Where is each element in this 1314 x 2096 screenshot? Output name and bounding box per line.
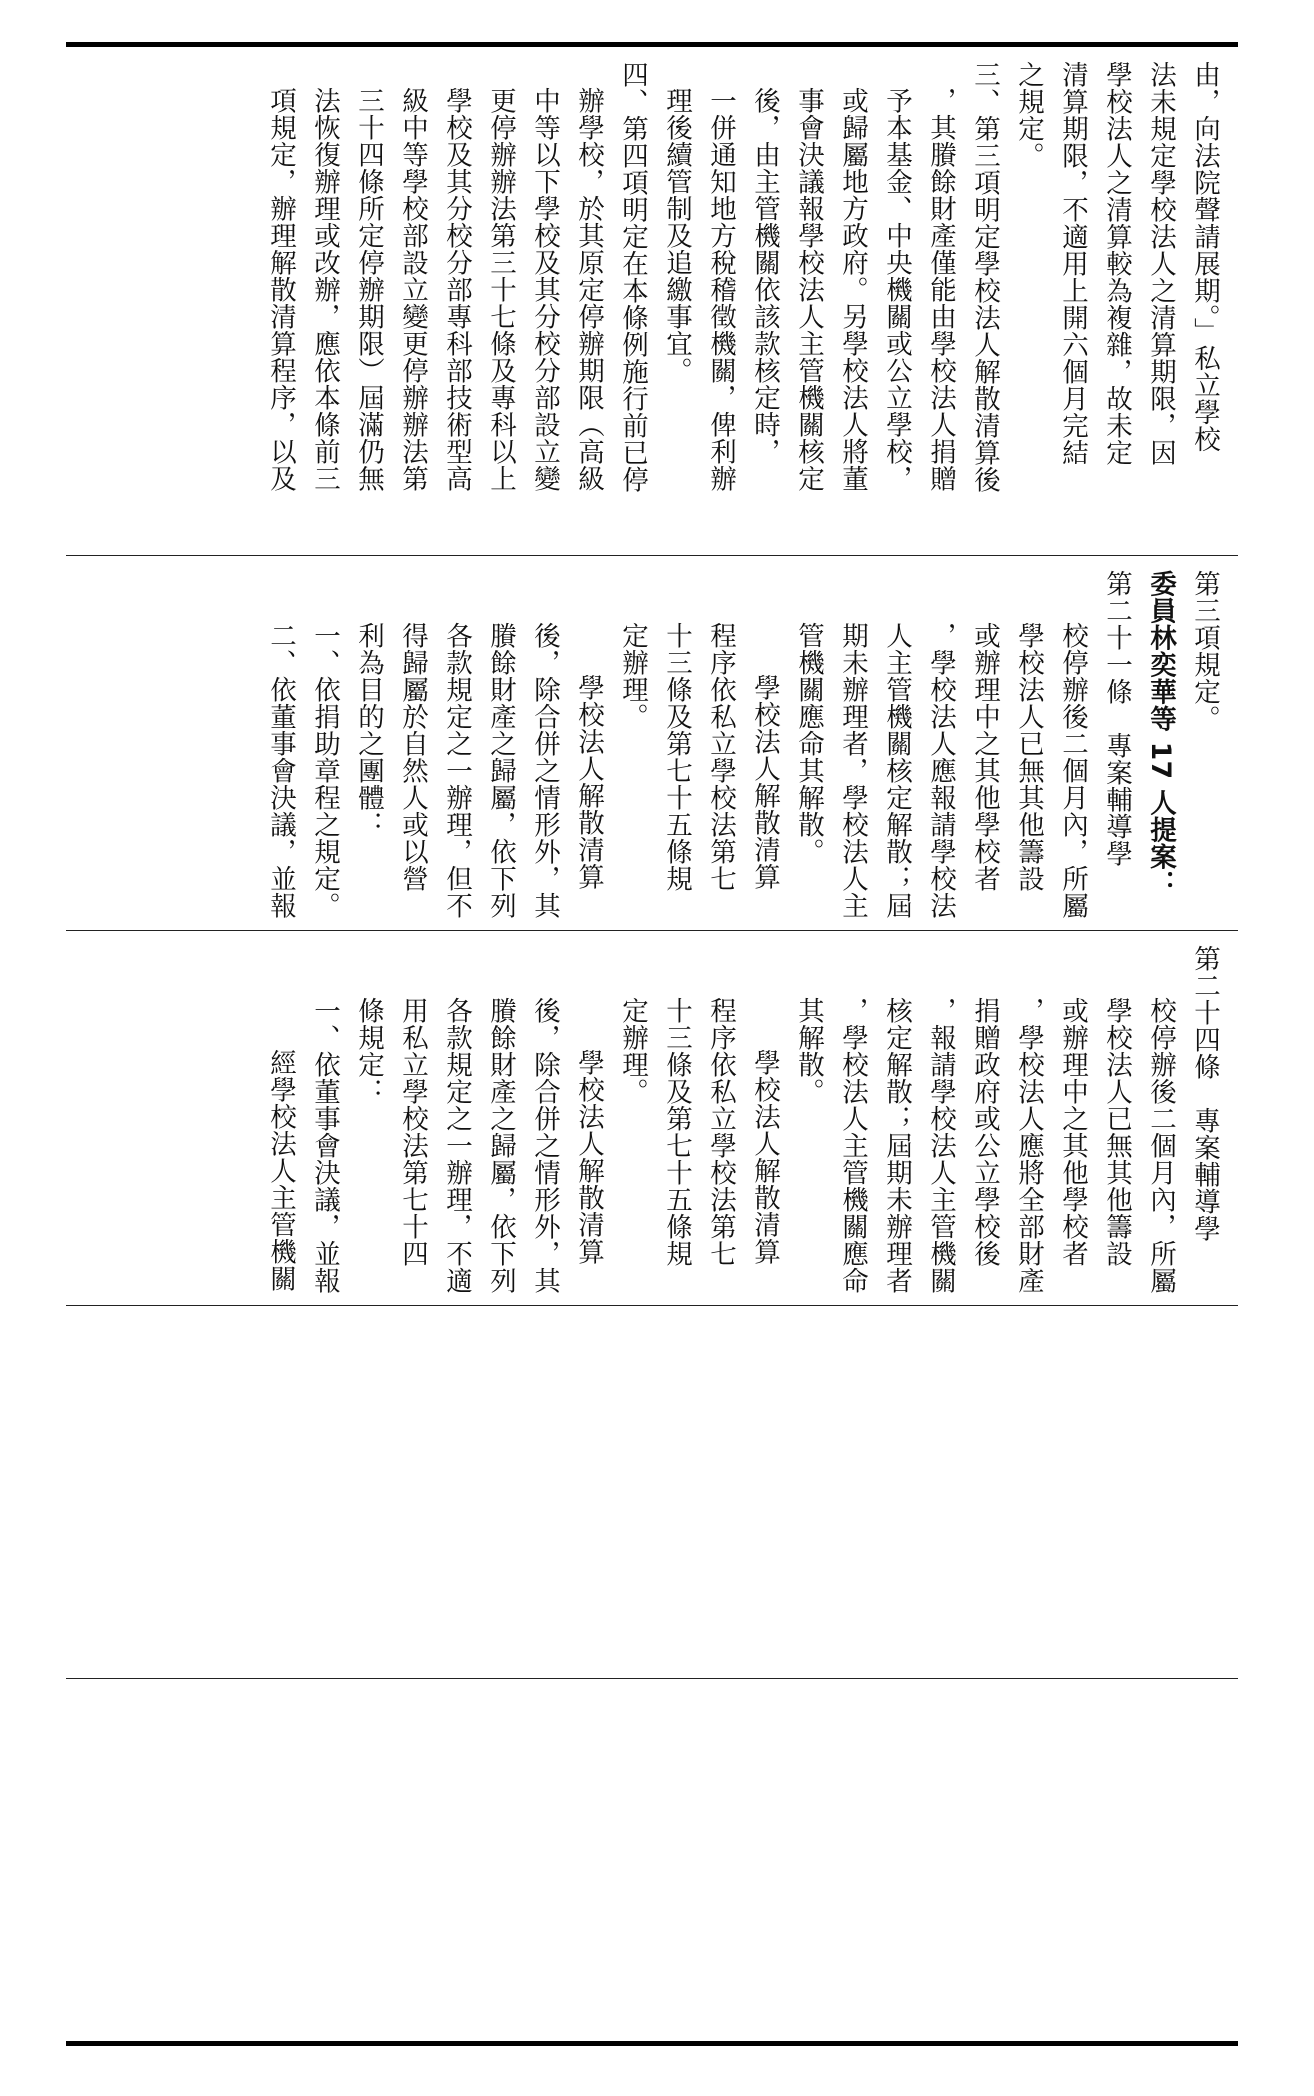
text-line: 賸餘財產之歸屬，依下列 [485,997,516,1294]
text-line: 經學校法人主管機關 [265,1049,296,1292]
text-line: 學校法人之清算較為複雜，故未定 [1101,61,1132,466]
text-line: 學校法人解散清算 [749,1049,780,1265]
article-text [258,945,1226,1294]
proposal-text [258,570,1226,919]
text-line: ，學校法人主管機關應命 [837,997,868,1294]
text-line: 更停辦辦法第三十七條及專科以上 [485,87,516,492]
text-line: 定辦理。 [617,997,648,1105]
text-line: 賸餘財產之歸屬，依下列 [485,622,516,919]
text-line: 程序依私立學校法第七 [705,622,736,892]
section-proposal-lin [66,556,1238,930]
text-line: 學校法人解散清算 [573,674,604,890]
text-line: 中等以下學校及其分校分部設立變 [529,87,560,492]
text-line: 學校法人已無其他籌設 [1013,622,1044,892]
text-line: 後，除合併之情形外，其 [529,622,560,919]
text-line: 或辦理中之其他學校者 [969,622,1000,892]
text-line: 或辦理中之其他學校者 [1057,997,1088,1267]
text-line: 一併通知地方稅稽徵機關，俾利辦 [705,87,736,492]
section-current-article [66,931,1238,1305]
text-line: 級中等學校部設立變更停辦辦法第 [397,87,428,492]
text-line: 校停辦後二個月內，所屬 [1145,997,1176,1294]
text-line: 委員林奕華等 17 人提案： [1145,570,1176,898]
text-line: 核定解散；屆期未辦理者 [881,997,912,1294]
text-line: 事會決議報學校法人主管機關核定 [793,87,824,492]
text-line: 利為目的之團體： [353,622,384,838]
text-line: 條規定： [353,997,384,1105]
text-line: ，報請學校法人主管機關 [925,997,956,1294]
text-line: 學校法人解散清算 [749,674,780,890]
text-line: 期未辦理者，學校法人主 [837,622,868,919]
text-line: 第二十四條 專案輔導學 [1189,945,1220,1242]
text-line: 法恢復辦理或改辦，應依本條前三 [309,87,340,492]
explanation-text [258,61,1226,493]
text-line: ，學校法人應報請學校法 [925,622,956,919]
text-line: 之規定。 [1013,61,1044,169]
text-line: 項規定，辦理解散清算程序，以及 [265,87,296,492]
text-line: 辦學校，於其原定停辦期限（高級 [573,87,604,492]
text-line: 各款規定之一辦理，但不 [441,622,472,919]
text-line: ，其賸餘財產僅能由學校法人捐贈 [925,87,956,492]
text-line: 理後續管制及追繳事宜。 [661,87,692,384]
section-empty [66,1306,1238,1678]
text-line: ，學校法人應將全部財產 [1013,997,1044,1294]
text-line: 其解散。 [793,997,824,1105]
text-line: 學校法人解散清算 [573,1049,604,1265]
text-line: 二、依董事會決議，並報 [265,622,296,919]
text-line: 第二十一條 專案輔導學 [1101,570,1132,867]
section-explanation [66,47,1238,555]
text-line: 法未規定學校法人之清算期限，因 [1145,61,1176,466]
text-line: 第三項規定。 [1189,570,1220,732]
text-line: 後，除合併之情形外，其 [529,997,560,1294]
text-line: 或歸屬地方政府。另學校法人將董 [837,87,868,492]
text-line: 捐贈政府或公立學校後 [969,997,1000,1267]
text-line: 清算期限，不適用上開六個月完結 [1057,61,1088,466]
text-line: 三十四條所定停辦期限）屆滿仍無 [353,87,384,492]
text-line: 後，由主管機關依該款核定時， [749,87,780,465]
text-line: 學校法人已無其他籌設 [1101,997,1132,1267]
text-line: 一、依捐助章程之規定。 [309,622,340,919]
text-line: 各款規定之一辦理，不適 [441,997,472,1294]
divider-4 [66,1678,1238,1679]
text-line: 人主管機關核定解散；屆 [881,622,912,919]
text-line: 學校及其分校分部專科部技術型高 [441,87,472,492]
text-line: 程序依私立學校法第七 [705,997,736,1267]
text-line: 四、第四項明定在本條例施行前已停 [617,61,648,493]
text-line: 由，向法院聲請展期。」私立學校 [1189,61,1220,453]
text-line: 三、第三項明定學校法人解散清算後 [969,61,1000,493]
text-line: 定辦理。 [617,622,648,730]
bottom-rule [66,2041,1238,2046]
text-line: 用私立學校法第七十四 [397,997,428,1267]
text-line: 予本基金、中央機關或公立學校， [881,87,912,492]
text-line: 管機關應命其解散。 [793,622,824,865]
text-line: 十三條及第七十五條規 [661,622,692,892]
text-line: 一、依董事會決議，並報 [309,997,340,1294]
text-line: 校停辦後二個月內，所屬 [1057,622,1088,919]
text-line: 十三條及第七十五條規 [661,997,692,1267]
text-line: 得歸屬於自然人或以營 [397,622,428,892]
